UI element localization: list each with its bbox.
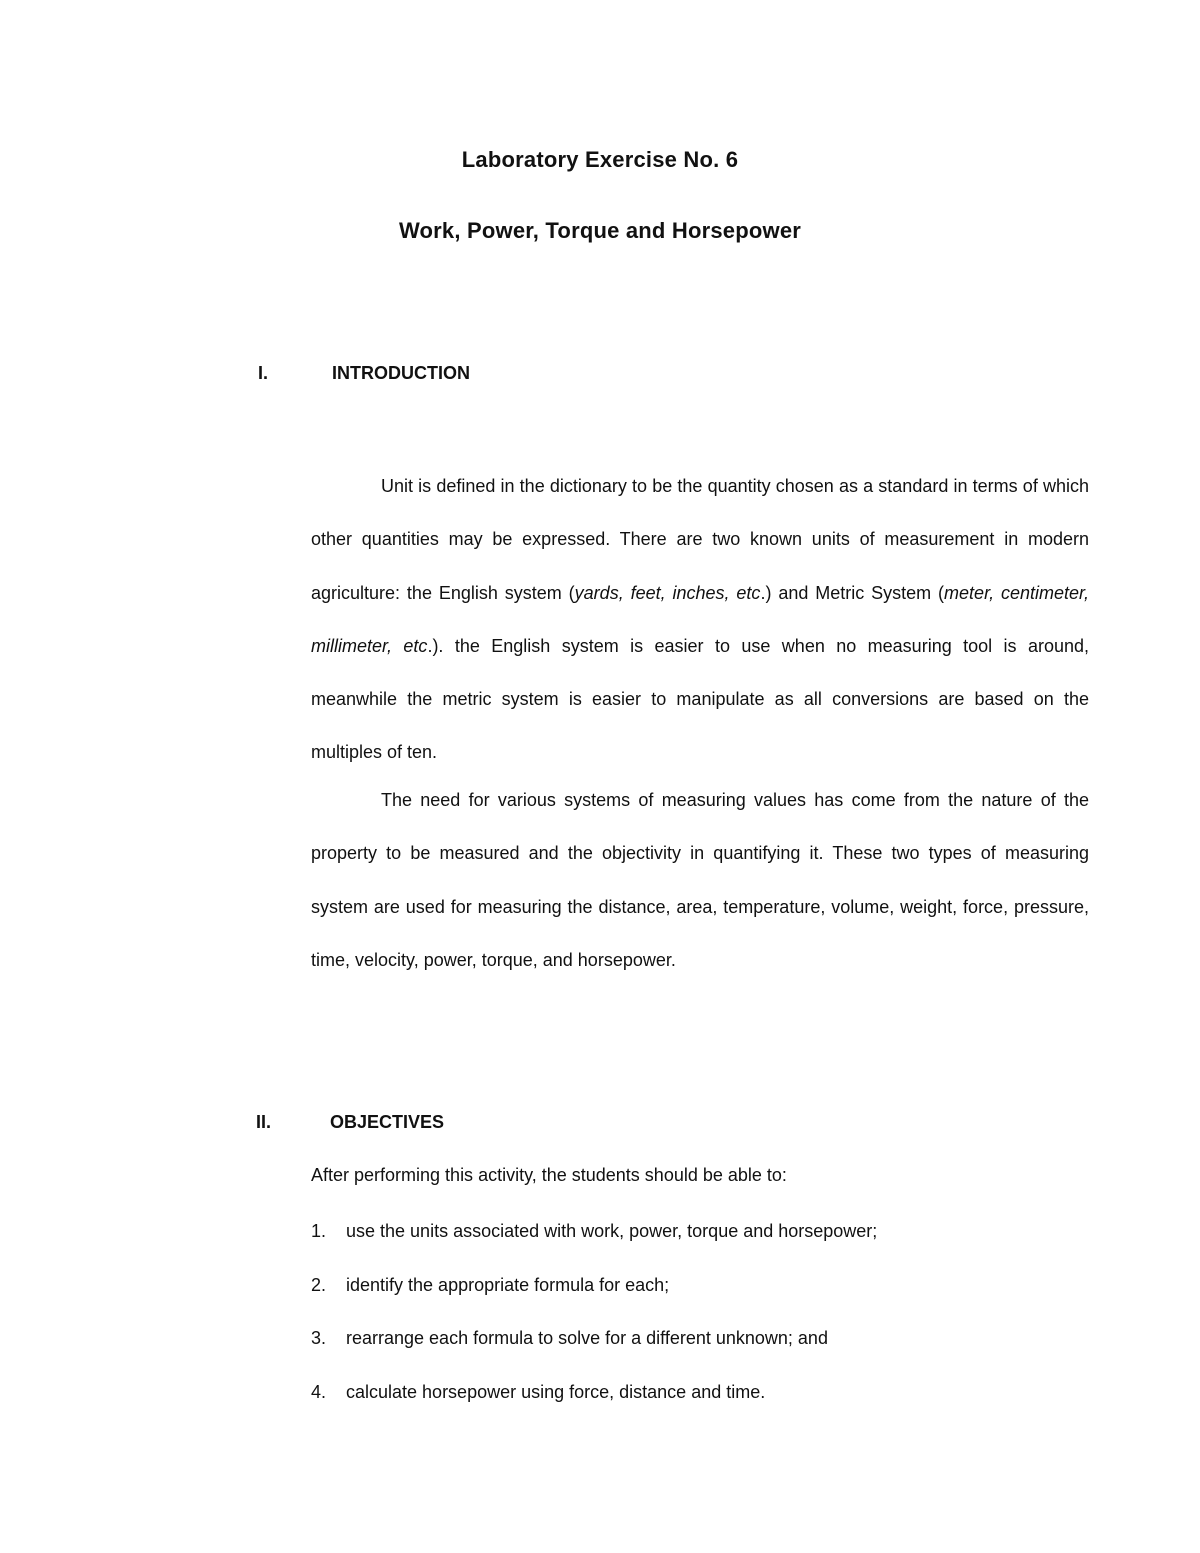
text-run: .) and Metric System ( (760, 582, 945, 603)
list-text: use the units associated with work, power, torque and horsepower; (346, 1221, 878, 1241)
text-run: .). the English system is easier to use when no measuring tool is around, meanwhile the metric system is easier to manipulate as all conversions are based on the multiples of ten. (311, 635, 1089, 763)
list-text: identify the appropriate formula for each; (346, 1274, 670, 1295)
section-number: I. (258, 363, 269, 383)
intro-paragraph-1 (311, 460, 1089, 780)
list-number: 3. (311, 1328, 327, 1348)
italic-text-run: yards, feet, inches, etc (574, 582, 761, 603)
list-text: rearrange each formula to solve for a different unknown; and (346, 1328, 828, 1348)
list-number: 2. (311, 1274, 327, 1295)
page-subtitle: Work, Power, Torque and Horsepower (398, 218, 802, 243)
page-title: Laboratory Exercise No. 6 (461, 147, 739, 172)
section-title: INTRODUCTION (332, 363, 470, 383)
section-title: OBJECTIVES (330, 1112, 445, 1132)
text-run: The need for various systems of measuring values has come from the nature of the property to be measured and the objectivity in quantifying it. These two types of measuring system are used for measuring the distance, area, temperature, volume, weight, force, pressure, time, velocity, power, torque, and horsepower. (311, 790, 1089, 970)
italic-text-run: meter, centimeter, millimeter, etc (311, 582, 1089, 656)
intro-paragraph-2 (311, 774, 1089, 987)
objectives-lead: After performing this activity, the students should be able to: (311, 1165, 787, 1185)
list-text: calculate horsepower using force, distance and time. (346, 1381, 766, 1402)
list-number: 1. (311, 1221, 327, 1241)
section-number: II. (256, 1112, 272, 1132)
text-run: Unit is defined in the dictionary to be the quantity chosen as a standard in terms of which other quantities may be expressed. There are two known units of measurement in modern agriculture: the English system ( (311, 476, 1089, 603)
list-number: 4. (311, 1381, 327, 1402)
